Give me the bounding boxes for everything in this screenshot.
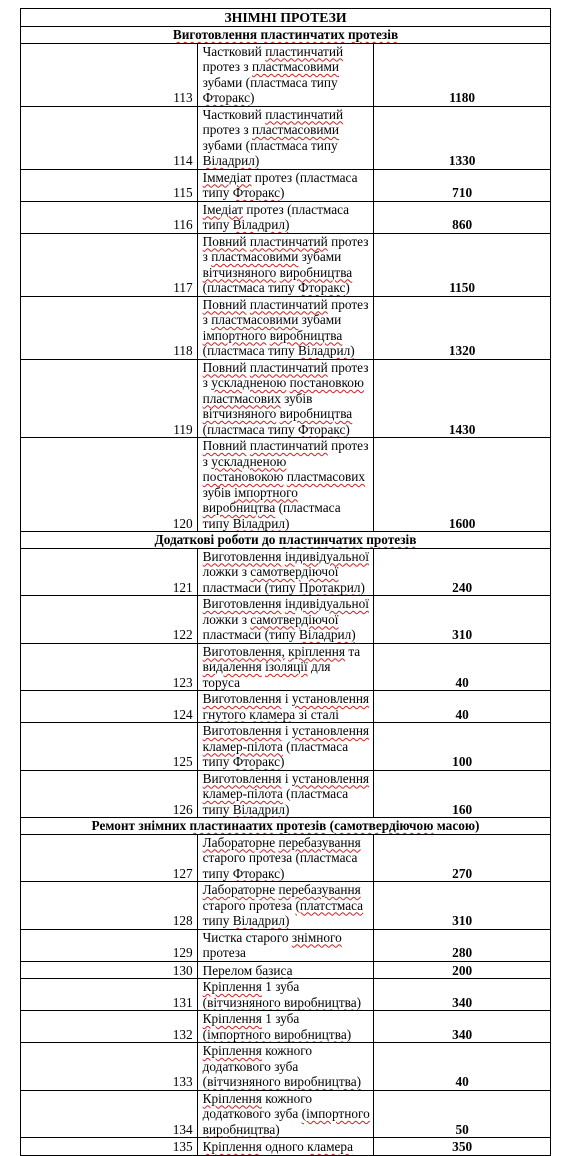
service-description: Чистка старого знімного протеза <box>197 929 374 961</box>
row-number: 119 <box>21 359 198 438</box>
service-description: Іммедіат протез (пластмаса типу Фторакс) <box>197 169 374 201</box>
row-number: 118 <box>21 296 198 359</box>
section-heading: Ремонт знімних пластинаатих протезів (самотвердіючою масою) <box>21 818 551 835</box>
service-price: 340 <box>374 1011 551 1043</box>
table-row <box>21 691 551 723</box>
price-table <box>20 8 551 1156</box>
row-number: 135 <box>21 1138 198 1156</box>
service-price: 100 <box>374 723 551 771</box>
row-number: 117 <box>21 233 198 296</box>
service-price: 1150 <box>374 233 551 296</box>
service-description: Виготовлення і установлення гнутого кламера зі сталі <box>197 691 374 723</box>
service-price: 710 <box>374 169 551 201</box>
row-number: 130 <box>21 961 198 979</box>
table-row <box>21 43 551 106</box>
service-description: Імедіат протез (пластмаса типу Віладрил) <box>197 201 374 233</box>
row-number: 113 <box>21 43 198 106</box>
table-title-row <box>21 9 551 27</box>
table-row <box>21 1138 551 1156</box>
row-number: 122 <box>21 596 198 644</box>
table-row <box>21 201 551 233</box>
table-row <box>21 643 551 691</box>
table-row <box>21 834 551 882</box>
table-row <box>21 1011 551 1043</box>
service-description: Кріплення 1 зуба (імпортного виробництва) <box>197 1011 374 1043</box>
table-row <box>21 723 551 771</box>
service-price: 40 <box>374 1043 551 1091</box>
row-number: 129 <box>21 929 198 961</box>
service-description: Виготовлення індивідуальної ложки з самотвердіючої пластмаси (типу Віладрил) <box>197 596 374 644</box>
row-number: 121 <box>21 548 198 596</box>
service-price: 280 <box>374 929 551 961</box>
service-price: 40 <box>374 643 551 691</box>
service-description: Повний пластинчатий протез з пластмасовими зубами імпортного виробництва (пластмаса типу Віладрил) <box>197 296 374 359</box>
service-description: Частковий пластинчатий протез з пластмасовими зубами (пластмаса типу Віладрил) <box>197 106 374 169</box>
table-row <box>21 548 551 596</box>
table-row <box>21 233 551 296</box>
table-row <box>21 438 551 532</box>
service-description: Кріплення одного кламера <box>197 1138 374 1156</box>
service-price: 50 <box>374 1090 551 1138</box>
table-row <box>21 106 551 169</box>
table-row <box>21 882 551 930</box>
section-heading: Виготовлення пластинчатих протезів <box>21 27 551 44</box>
service-description: Виготовлення індивідуальної ложки з самотвердіючої пластмаси (типу Протакрил) <box>197 548 374 596</box>
service-description: Лабораторне перебазування старого протеза (пластмаса типу Фторакс) <box>197 834 374 882</box>
table-title: ЗНІМНІ ПРОТЕЗИ <box>21 9 551 27</box>
table-row <box>21 979 551 1011</box>
row-number: 125 <box>21 723 198 771</box>
row-number: 116 <box>21 201 198 233</box>
row-number: 132 <box>21 1011 198 1043</box>
service-description: Повний пластинчатий протез з ускладненою постановкою пластмасових зубів вітчизняного виробництва (пластмаса типу Фторакс) <box>197 359 374 438</box>
service-description: Частковий пластинчатий протез з пластмасовими зубами (пластмаса типу Фторакс) <box>197 43 374 106</box>
row-number: 131 <box>21 979 198 1011</box>
table-row <box>21 1043 551 1091</box>
row-number: 127 <box>21 834 198 882</box>
table-row <box>21 770 551 818</box>
row-number: 128 <box>21 882 198 930</box>
service-price: 1600 <box>374 438 551 532</box>
service-price: 240 <box>374 548 551 596</box>
service-description: Повний пластинчатий протез з пластмасовими зубами вітчизняного виробництва (пластмаса типу Фторакс) <box>197 233 374 296</box>
service-price: 200 <box>374 961 551 979</box>
service-description: Перелом базиса <box>197 961 374 979</box>
service-description: Повний пластинчатий протез з ускладненою постановокою пластмасових зубів імпортного виробництва (пластмаса типу Віладрил) <box>197 438 374 532</box>
section-heading: Додаткові роботи до пластинчатих протезів <box>21 532 551 549</box>
service-price: 40 <box>374 691 551 723</box>
table-row <box>21 169 551 201</box>
table-row <box>21 961 551 979</box>
service-description: Кріплення 1 зуба (вітчизняного виробництва) <box>197 979 374 1011</box>
table-row <box>21 359 551 438</box>
service-price: 1320 <box>374 296 551 359</box>
service-price: 860 <box>374 201 551 233</box>
service-price: 1180 <box>374 43 551 106</box>
service-price: 160 <box>374 770 551 818</box>
service-description: Кріплення кожного додаткового зуба (вітчизняного виробництва) <box>197 1043 374 1091</box>
service-price: 310 <box>374 596 551 644</box>
row-number: 133 <box>21 1043 198 1091</box>
row-number: 120 <box>21 438 198 532</box>
service-price: 270 <box>374 834 551 882</box>
table-row <box>21 1090 551 1138</box>
row-number: 126 <box>21 770 198 818</box>
section-heading-row <box>21 532 551 549</box>
row-number: 123 <box>21 643 198 691</box>
row-number: 115 <box>21 169 198 201</box>
row-number: 134 <box>21 1090 198 1138</box>
table-row <box>21 929 551 961</box>
service-price: 340 <box>374 979 551 1011</box>
service-description: Лабораторне перебазування старого протеза (платстмаса типу Віладрил) <box>197 882 374 930</box>
row-number: 114 <box>21 106 198 169</box>
service-description: Виготовлення і установлення кламер-пілота (пластмаса типу Віладрил) <box>197 770 374 818</box>
service-description: Виготовлення і установлення кламер-пілота (пластмаса типу Фторакс) <box>197 723 374 771</box>
service-price: 1330 <box>374 106 551 169</box>
table-row <box>21 296 551 359</box>
section-heading-row <box>21 27 551 44</box>
service-price: 310 <box>374 882 551 930</box>
price-sheet <box>20 8 551 1156</box>
service-description: Кріплення кожного додаткового зуба (імпортного виробництва) <box>197 1090 374 1138</box>
row-number: 124 <box>21 691 198 723</box>
service-price: 1430 <box>374 359 551 438</box>
service-price: 350 <box>374 1138 551 1156</box>
section-heading-row <box>21 818 551 835</box>
table-row <box>21 596 551 644</box>
service-description: Виготовлення, кріплення та видалення ізоляції для торуса <box>197 643 374 691</box>
